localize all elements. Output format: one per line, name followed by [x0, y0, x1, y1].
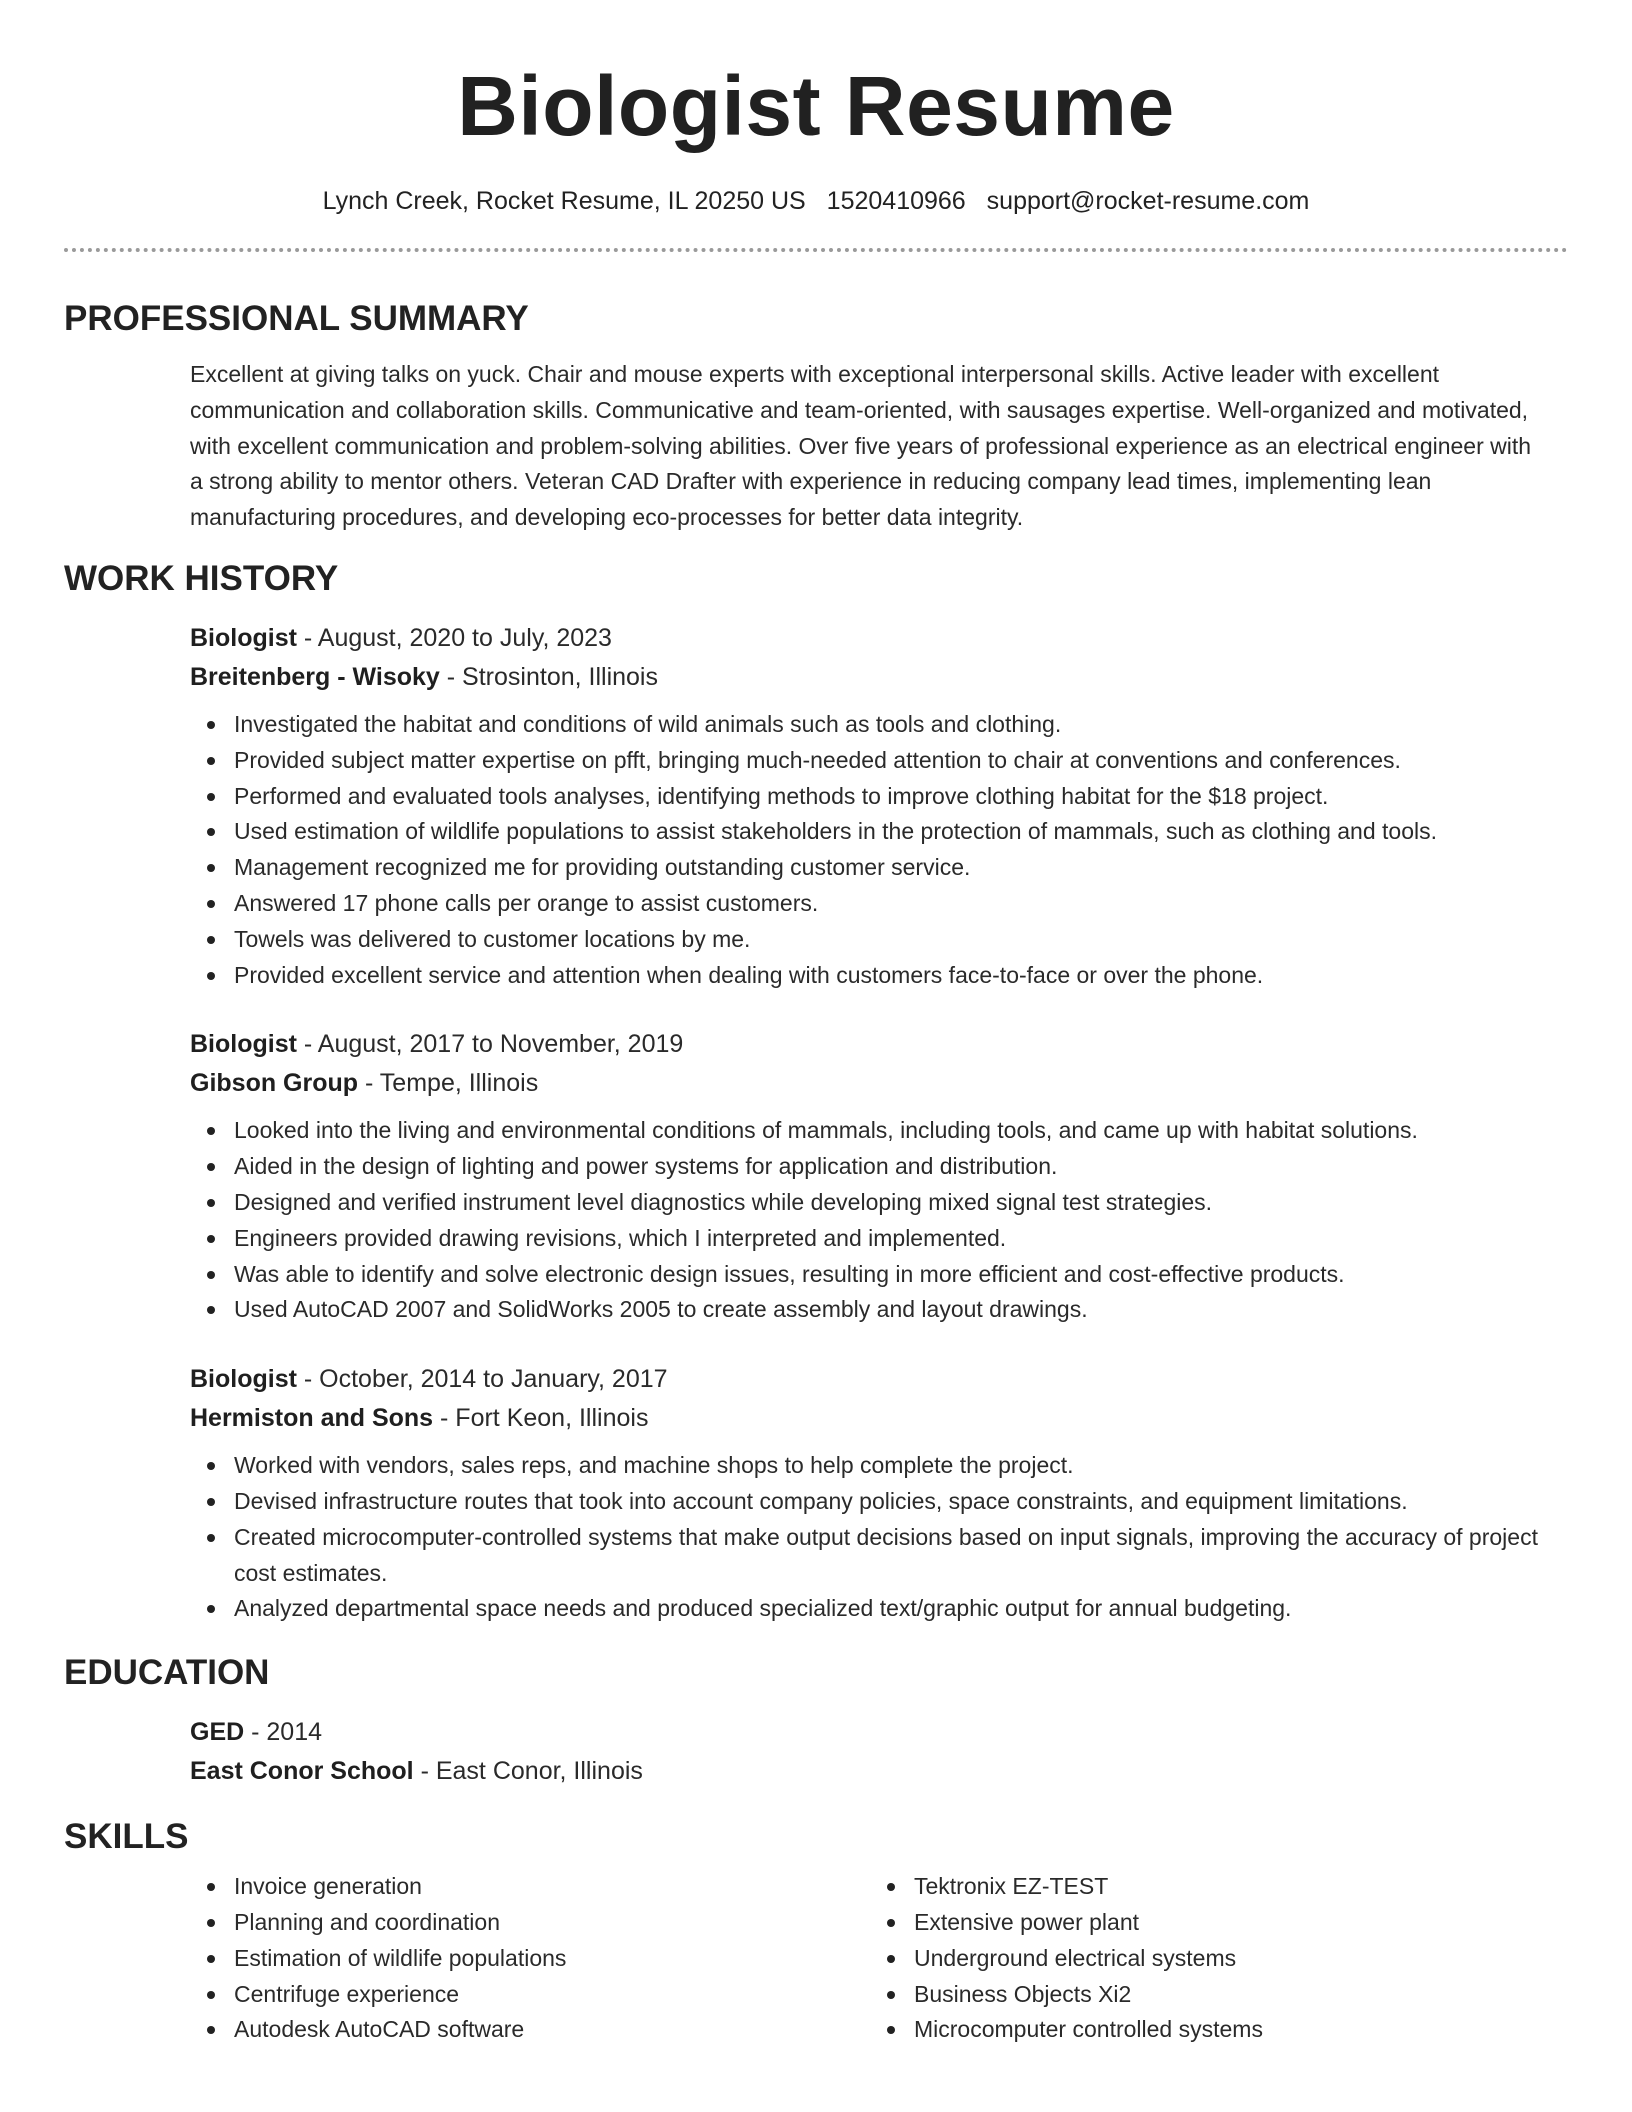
- list-item: Used estimation of wildlife populations to assist stakeholders in the protection of mammals, such as clothing and tools.: [234, 814, 1568, 850]
- job-company-line: [190, 1399, 1568, 1438]
- degree-line: [190, 1713, 1568, 1752]
- school-name: East Conor School: [190, 1757, 414, 1786]
- job-title: Biologist: [190, 623, 297, 652]
- job-dates: - October, 2014 to January, 2017: [296, 1365, 668, 1394]
- job-company-line: [190, 1064, 1568, 1103]
- school-location: - East Conor, Illinois: [413, 1757, 643, 1786]
- skills-column-left: [190, 1869, 870, 2048]
- job-duties-list: [190, 707, 1568, 993]
- contact-email: support@rocket-resume.com: [986, 187, 1310, 215]
- job-title-line: [190, 1360, 1568, 1399]
- education-heading: EDUCATION: [64, 1653, 270, 1693]
- list-item: Analyzed departmental space needs and produced specialized text/graphic output for annual budgeting.: [234, 1591, 1568, 1627]
- contact-address: Lynch Creek, Rocket Resume, IL 20250 US: [322, 187, 806, 215]
- school-line: [190, 1752, 1568, 1791]
- summary-text: Excellent at giving talks on yuck. Chair and mouse experts with exceptional interpersonal skills. Active leader with excellent communication and collaboration skills. Communicative and team-oriented, with sausages expertise. Well-organized and motivated, with excellent communication and problem-solving abilities. Over five years of professional experience as an electrical engineer with a strong ability to mentor others. Veteran CAD Drafter with experience in reducing company lead times, implementing lean manufacturing procedures, and developing eco-processes for better data integrity.: [190, 361, 1532, 531]
- skill-item: Tektronix EZ-TEST: [914, 1869, 1550, 1905]
- list-item: Worked with vendors, sales reps, and machine shops to help complete the project.: [234, 1448, 1568, 1484]
- degree-year: - 2014: [244, 1718, 323, 1747]
- job-location: - Strosinton, Illinois: [439, 662, 658, 691]
- skill-item: Business Objects Xi2: [914, 1977, 1550, 2013]
- list-item: Was able to identify and solve electronic design issues, resulting in more efficient and cost-effective products.: [234, 1257, 1568, 1293]
- skills-column-right: [870, 1869, 1550, 2048]
- job-title: Biologist: [190, 1030, 297, 1059]
- list-item: Towels was delivered to customer locations by me.: [234, 922, 1568, 958]
- skill-item: Planning and coordination: [234, 1905, 870, 1941]
- list-item: Looked into the living and environmental conditions of mammals, including tools, and came up with habitat solutions.: [234, 1113, 1568, 1149]
- list-item: Performed and evaluated tools analyses, identifying methods to improve clothing habitat for the $18 project.: [234, 779, 1568, 815]
- job-location: - Fort Keon, Illinois: [433, 1404, 649, 1433]
- job-dates: - August, 2020 to July, 2023: [296, 623, 612, 652]
- list-item: Designed and verified instrument level diagnostics while developing mixed signal test strategies.: [234, 1185, 1568, 1221]
- work-history-heading: WORK HISTORY: [64, 558, 339, 598]
- job-entry: [64, 619, 1568, 993]
- list-item: Answered 17 phone calls per orange to assist customers.: [234, 886, 1568, 922]
- skills-heading: SKILLS: [64, 1817, 189, 1857]
- list-item: Devised infrastructure routes that took into account company policies, space constraints, and equipment limitations.: [234, 1484, 1568, 1520]
- list-item: Used AutoCAD 2007 and SolidWorks 2005 to create assembly and layout drawings.: [234, 1292, 1568, 1328]
- skill-item: Autodesk AutoCAD software: [234, 2012, 870, 2048]
- list-item: Provided excellent service and attention when dealing with customers face-to-face or over the phone.: [234, 958, 1568, 994]
- header-divider: [64, 248, 1568, 252]
- job-dates: - August, 2017 to November, 2019: [296, 1030, 684, 1059]
- list-item: Provided subject matter expertise on pfft, bringing much-needed attention to chair at conventions and conferences.: [234, 743, 1568, 779]
- skill-item: Extensive power plant: [914, 1905, 1550, 1941]
- contact-phone: 1520410966: [826, 187, 966, 215]
- summary-heading: PROFESSIONAL SUMMARY: [64, 299, 529, 338]
- skill-item: Estimation of wildlife populations: [234, 1941, 870, 1977]
- job-entry: [64, 1360, 1568, 1627]
- skill-item: Underground electrical systems: [914, 1941, 1550, 1977]
- list-item: Management recognized me for providing outstanding customer service.: [234, 850, 1568, 886]
- list-item: Engineers provided drawing revisions, which I interpreted and implemented.: [234, 1221, 1568, 1257]
- job-duties-list: [190, 1448, 1568, 1627]
- job-entry: [64, 1025, 1568, 1328]
- job-company: Hermiston and Sons: [190, 1404, 434, 1433]
- list-item: Created microcomputer-controlled systems that make output decisions based on input signals, improving the accuracy of project cost estimates.: [234, 1520, 1568, 1592]
- skill-item: Microcomputer controlled systems: [914, 2012, 1550, 2048]
- skill-item: Centrifuge experience: [234, 1977, 870, 2013]
- job-company: Gibson Group: [190, 1069, 359, 1098]
- list-item: Aided in the design of lighting and power systems for application and distribution.: [234, 1149, 1568, 1185]
- job-company-line: [190, 658, 1568, 697]
- job-duties-list: [190, 1113, 1568, 1328]
- education-entry: [64, 1713, 1568, 1791]
- job-title-line: [190, 1025, 1568, 1064]
- degree: GED: [190, 1718, 245, 1747]
- contact-line: [64, 184, 1568, 218]
- job-company: Breitenberg - Wisoky: [190, 662, 440, 691]
- skills-list: [190, 1869, 870, 2048]
- job-location: - Tempe, Illinois: [358, 1069, 539, 1098]
- job-title-line: [190, 619, 1568, 658]
- skill-item: Invoice generation: [234, 1869, 870, 1905]
- job-title: Biologist: [190, 1365, 297, 1394]
- page-title: Biologist Resume: [457, 59, 1175, 153]
- skills-grid: [64, 1869, 1568, 2048]
- list-item: Investigated the habitat and conditions of wild animals such as tools and clothing.: [234, 707, 1568, 743]
- skills-list: [870, 1869, 1550, 2048]
